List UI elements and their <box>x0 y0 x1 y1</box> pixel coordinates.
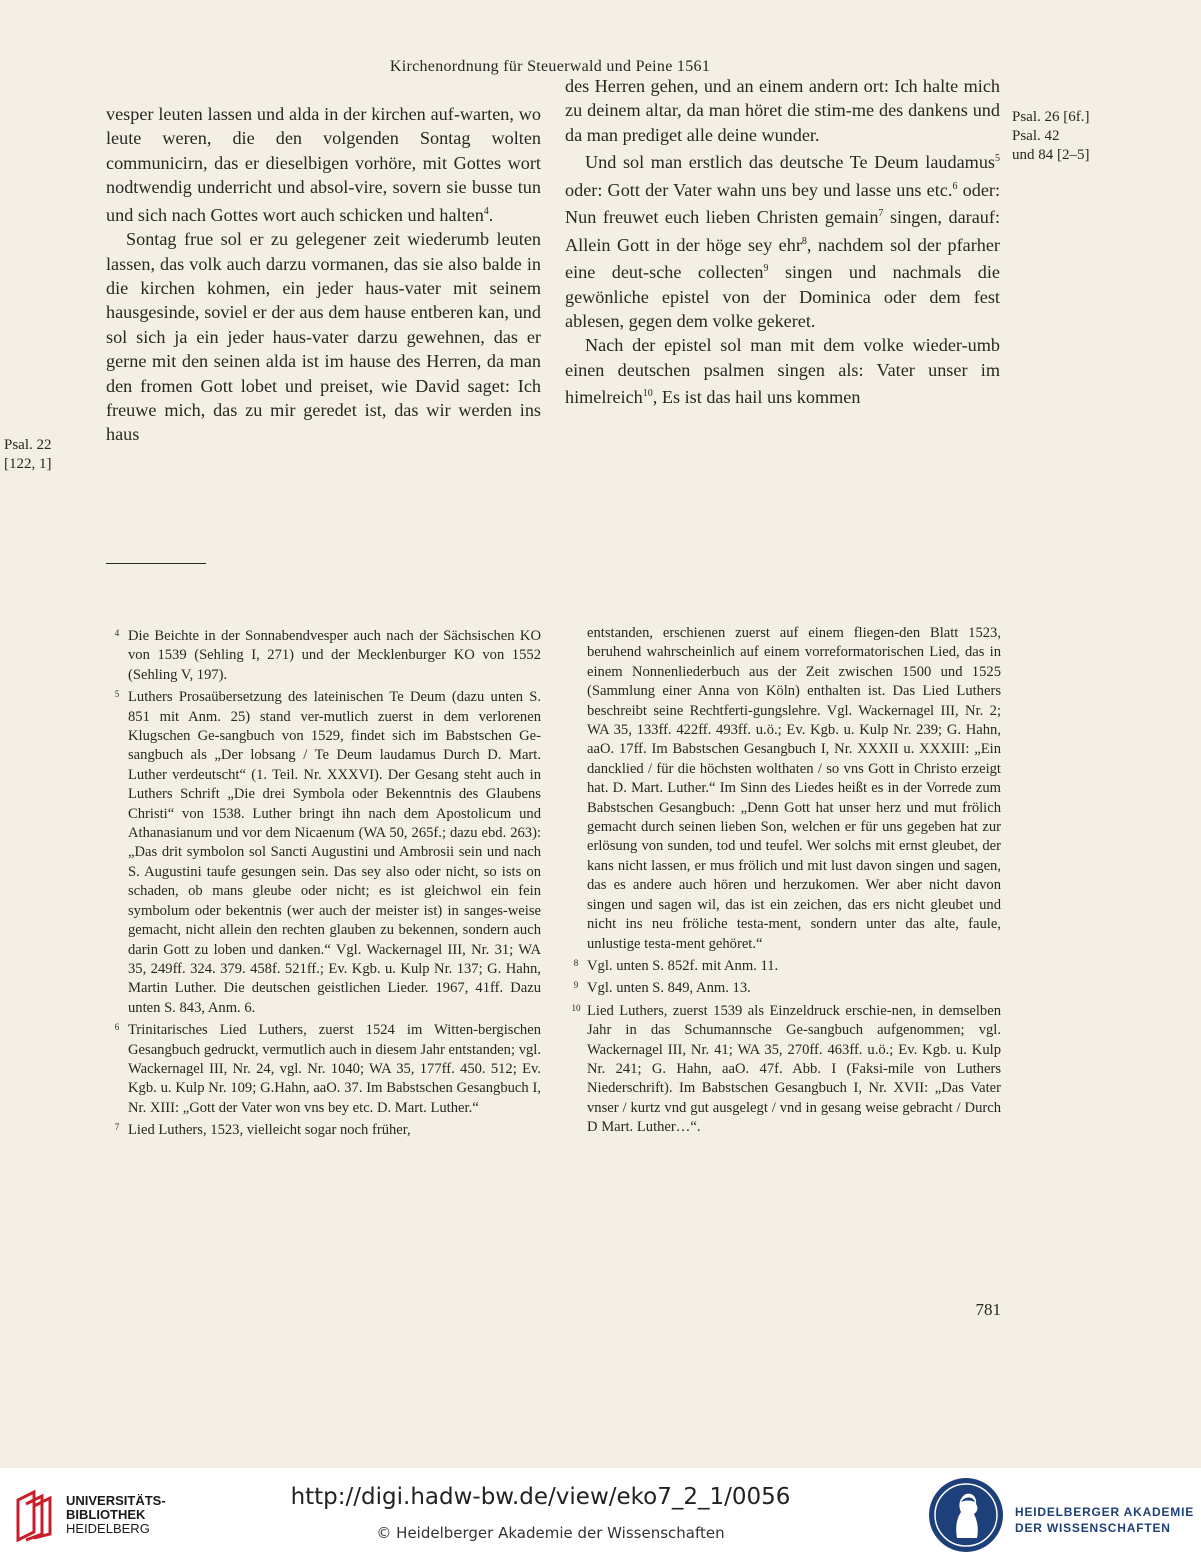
footnote <box>565 954 1001 976</box>
footnote-number: 10 <box>571 1002 581 1013</box>
text-run: oder: Gott der Vater wahn uns bey und lasse uns etc. <box>565 179 953 200</box>
paragraph-tail: . <box>488 204 494 225</box>
footnote-ref[interactable]: 5 <box>995 153 1000 165</box>
footer-bar <box>0 1468 1201 1564</box>
footnote-continuation <box>565 624 1001 954</box>
library-city: HEIDELBERG <box>66 1521 150 1536</box>
body-column-left <box>106 102 541 447</box>
text-run: , nachdem sol der pfarher eine deut-sche collecten <box>565 234 1000 283</box>
text-run: singen und nachmals die gewönliche epistel von der Dominica oder dem fest ablesen, gegen dem volke gekeret. <box>565 262 1000 331</box>
paragraph <box>106 227 541 447</box>
footnote-text: Vgl. unten S. 852f. mit Anm. 11. <box>587 957 779 974</box>
academy-seal-icon[interactable] <box>927 1476 1005 1554</box>
body-column-right <box>565 74 1000 410</box>
footnote-ref[interactable]: 10 <box>642 388 653 400</box>
footnote-ref[interactable]: 4 <box>483 205 489 217</box>
paragraph <box>106 102 541 227</box>
copyright-notice: © Heidelberger Akademie der Wissenschaften <box>376 1524 725 1542</box>
footnote-ref[interactable]: 7 <box>878 208 884 220</box>
margin-note-left: Psal. 22 [122, 1] <box>4 437 52 472</box>
footnote-text: Luthers Prosaübersetzung des lateinischen Te Deum (dazu unten S. 851 mit Anm. 25) stand ver-mutlich zuerst in dem verlorenen Klugschen Ge-sangbuch von 1529, findet sich im Babstschen Ge-sangbuch als „Der lobsang / Te Deum laudamus Durch D. Mart. Luther verdeutscht“ (1. Teil. Nr. XXXVI). Der Gesang steht auch in Luthers Schrift „Die drei Symbola oder Bekenntnis des Glaubens Christi“ von 1538. Luther bringt ihn nach dem Apostolicum und Athanasianum und vor dem Nicaenum (WA 50, 265f.; dazu ebd. 263): „Das drit symbolon sol Sancti Augustini und Ambrosii sein und nach S. Augustini taufe gesungen sein. Das sey also oder nicht, so ists on schaden, ob mans gleube oder nicht; es ist gleichwol ein fein symbolum oder bekentnis (wer auch der meister ist) in sanges-weise gemacht, nicht allein den rechten glauben zu bekennen, sondern auch darin Gott zu loben und danken.“ Vgl. Wackernagel III, Nr. 31; WA 35, 249ff. 324. 379. 458f. 521ff.; Ev. Kgb. u. Kulp Nr. 137; G. Hahn, Martin Luther. Die deutschen geistlichen Lieder. 1967, 41ff. Dazu unten S. 843, Anm. 6. <box>128 689 541 1016</box>
text-run: singen, darauf: Allein Gott in der höge sey ehr <box>565 207 1001 255</box>
academy-name <box>1015 1504 1194 1536</box>
footnote-text: Vgl. unten S. 849, Anm. 13. <box>587 980 751 997</box>
paragraph <box>565 74 1000 147</box>
permalink-url[interactable]: http://digi.hadw-bw.de/view/eko7_2_1/0056 <box>290 1484 791 1510</box>
academy-line: HEIDELBERGER AKADEMIE <box>1015 1505 1195 1519</box>
text-run: Nach der epistel sol man mit dem volke wieder-umb einen deutschen psalmen singen als: Vater unser im himelreich <box>565 335 1000 408</box>
page-number: 781 <box>975 1300 1001 1319</box>
academy-line: DER WISSENSCHAFTEN <box>1015 1521 1171 1535</box>
footnote <box>565 999 1001 1138</box>
footnote-number: 9 <box>573 980 579 991</box>
footnote <box>106 685 541 1018</box>
library-line: BIBLIOTHEK <box>66 1507 146 1522</box>
margin-note-right: Psal. 26 [6f.] Psal. 42 und 84 [2–5] <box>1012 109 1090 163</box>
running-header: Kirchenordnung für Steuerwald und Peine 1561 <box>389 58 711 75</box>
footnote-ref[interactable]: 8 <box>801 235 807 247</box>
footnote <box>106 624 541 685</box>
footnote <box>565 976 1001 998</box>
footnote-number: 4 <box>114 628 120 638</box>
footnote <box>106 1118 541 1140</box>
footnote-text: Trinitarisches Lied Luthers, zuerst 1524 im Witten-bergischen Gesangbuch gedruckt, vermutlich auch in diesem Jahr entstanden; vgl. Wackernagel III, Nr. 24, vgl. Nr. 1040; WA 35, 177ff. 450. 512; Ev. Kgb. u. Kulp Nr. 109; G.Hahn, aaO. 37. Im Babstschen Gesangbuch I, Nr. XIII: „Gott der Vater won vns bey etc. D. Mart. Luther.“ <box>128 1022 541 1116</box>
text-run: Und sol man erstlich das deutsche Te Deum laudamus <box>585 152 995 173</box>
footnotes-right <box>565 624 1001 1138</box>
footnote-number: 5 <box>114 689 120 700</box>
footnotes-left <box>106 624 541 1141</box>
footnote-ref[interactable]: 9 <box>763 263 769 275</box>
footnote-number: 8 <box>573 957 579 968</box>
text-run: oder: Nun freuwet euch lieben Christen gemain <box>565 179 1000 228</box>
paragraph-text: vesper leuten lassen und alda in der kirchen auf-warten, wo leute weren, die den volgenden Sontag wolten communicirn, das er dieselbigen vorhöre, mit Gottes wort nodtwendig underricht und absol-vire, sovern sie busse tun und sich nach Gottes wort auch schicken und halten <box>106 104 541 225</box>
footnote-text: entstanden, erschienen zuerst auf einem fliegen-den Blatt 1523, beruhend wahrscheinlich auf einem vorreformatorischen Lied, das in einem Nonnenliederbuch aus der Zeit zwischen 1500 und 1525 (Sammlung einer Anna von Köln) enthalten ist. Das Lied Luthers beschreibt seine Rechtferti-gungslehre. Vgl. Wackernagel III, Nr. 2; WA 35, 133ff. 422ff. 493ff. u.ö.; Ev. Kgb. u. Kulp Nr. 239; G. Hahn, aaO. 17ff. Im Babstschen Gesangbuch I, Nr. XXXII u. XXXIII: „Ein dancklied / für die höchsten wolthaten / so vns Gott in Christo erzeigt hat. D. Mart. Luther.“ Im Sinn des Liedes heißt es in der Vorrede zum Babstschen Gesangbuch: „Denn Gott hat unser herz und mut frölich gemacht durch seinen lieben Son, welchen er für uns gegeben hat zur erlösung von sunden, tod und teufel. Wer solchs mit ernst gleubet, der kans nicht lassen, er mus frölich und mit lust davon singen und sagen, das es andere auch hören und herzukomen. Wer aber nicht davon singen und sagen wil, das ist ein zeichen, das ers nicht gleubet und nicht ins neu fröliche testa-ment, sondern unter das alte, faule, unlustige testa-ment gehöret.“ <box>587 625 1001 952</box>
footnote-ref[interactable]: 6 <box>952 180 958 192</box>
paragraph-text: Sontag frue sol er zu gelegener zeit wiederumb leuten lassen, das volk auch darzu vormanen, das sie also balde in die kirchen kohmen, ein jeder haus-vater mit seinem hausgesinde, soviel er der aus dem hause entberen kan, und sol sich ja ein jeder haus-vater darzu gewehnen, das er gerne mit den seinen alda ist im hause des Herren, da man den fromen Gott lobet und preiset, wie David saget: Ich freuwe mich, das zu mir geredet ist, das wir werden ins haus <box>106 229 541 445</box>
footnote-text: Die Beichte in der Sonnabendvesper auch nach der Sächsischen KO von 1539 (Sehling I, 271) und der Mecklenburger KO von 1552 (Sehling V, 197). <box>128 628 541 683</box>
footnote-number: 7 <box>114 1122 120 1133</box>
footnote-text: Lied Luthers, 1523, vielleicht sogar noch früher, <box>128 1122 411 1139</box>
footnote <box>106 1018 541 1118</box>
library-line: UNIVERSITÄTS- <box>66 1493 166 1508</box>
text-run: , Es ist das hail uns kommen <box>652 387 861 408</box>
footnote-separator <box>106 563 206 564</box>
paragraph-text: des Herren gehen, und an einem andern ort: Ich halte mich zu deinem altar, da man höret die stim-me des dankens und da man prediget alle deine wunder. <box>565 76 1000 145</box>
footnote-text: Lied Luthers, zuerst 1539 als Einzeldruck erschie-nen, in demselben Jahr in das Schumannsche Ge-sangbuch aufgenommen; vgl. Wackernagel III, Nr. 41; WA 35, 270ff. 463ff. u.ö.; Ev. Kgb. u. Kulp Nr. 241; G. Hahn, aaO. 47f. Abb. I (Faksi-mile von Luthers Niederschrift). Im Babstschen Gesangbuch I, Nr. XVII: „Das Vater vnser / kurtz vnd gut ausgelegt / vnd in gesang weise gebracht / Durch D Mart. Luther…“. <box>587 1002 1001 1136</box>
paragraph <box>565 333 1000 409</box>
paragraph <box>565 147 1000 333</box>
footnote-number: 6 <box>114 1022 120 1033</box>
